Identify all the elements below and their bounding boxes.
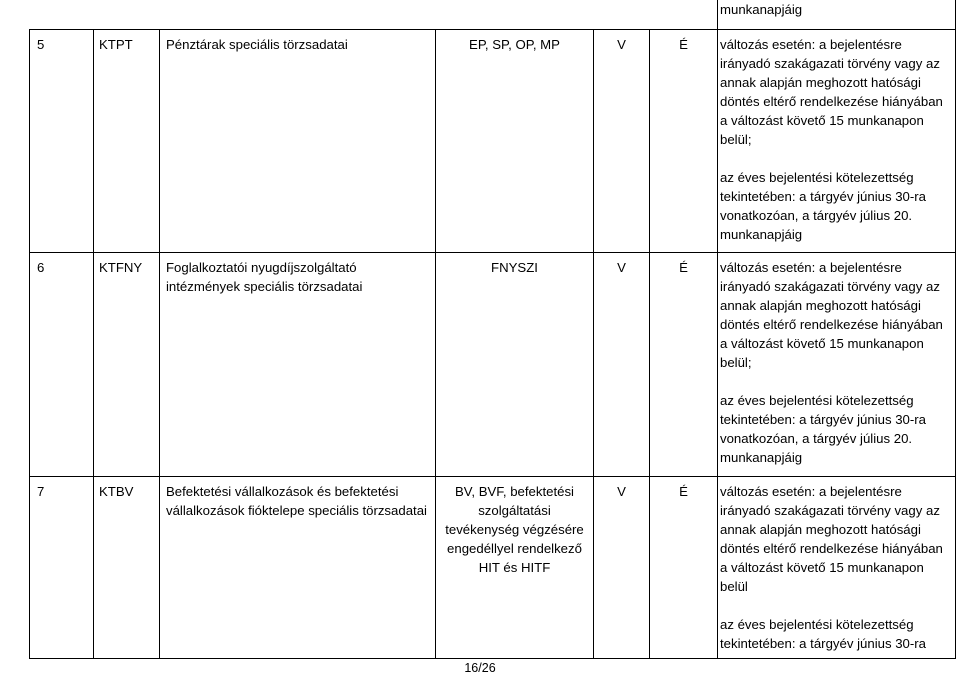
deadline-fragment-text: munkanapjáig bbox=[720, 2, 803, 17]
e-flag: É bbox=[650, 252, 718, 476]
e-flag: É bbox=[650, 29, 718, 252]
data-source: BV, BVF, befektetési szolgáltatási tevékenység végzésére engedéllyel rendelkező HIT és HITF bbox=[436, 476, 594, 658]
deadline-cell-fragment bbox=[718, 0, 956, 29]
deadline-change-text: változás esetén: a bejelentésre irányadó szakágazati törvény vagy az annak alapján meghozott hatósági döntés eltérő rendelkezése hiányában a változást követő 15 munkanapon belül bbox=[720, 483, 943, 594]
data-source: EP, SP, OP, MP bbox=[436, 29, 594, 252]
deadline-annual-text: az éves bejelentési kötelezettség tekintetében: a tárgyév június 30-ra vonatkozóan, a tárgyév július 20. munkanapjáig bbox=[720, 169, 926, 242]
table-code: KTBV bbox=[94, 476, 160, 658]
deadline-cell bbox=[718, 476, 956, 658]
deadline-change-text: változás esetén: a bejelentésre irányadó szakágazati törvény vagy az annak alapján meghozott hatósági döntés eltérő rendelkezése hiányában a változást követő 15 munkanapon belül; bbox=[720, 36, 943, 147]
data-source: FNYSZI bbox=[436, 252, 594, 476]
e-flag: É bbox=[650, 476, 718, 658]
v-flag: V bbox=[594, 476, 650, 658]
row-number: 6 bbox=[30, 252, 94, 476]
v-flag: V bbox=[594, 252, 650, 476]
table-code: KTPT bbox=[94, 29, 160, 252]
deadline-annual-text: az éves bejelentési kötelezettség tekintetében: a tárgyév június 30-ra vonatkozóan, a tárgyév július 20. munkanapjáig bbox=[720, 392, 926, 465]
data-table bbox=[29, 0, 956, 659]
v-flag: V bbox=[594, 29, 650, 252]
deadline-change-text: változás esetén: a bejelentésre irányadó szakágazati törvény vagy az annak alapján meghozott hatósági döntés eltérő rendelkezése hiányában a változást követő 15 munkanapon belül; bbox=[720, 259, 943, 370]
table-name: Foglalkoztatói nyugdíjszolgáltató intézmények speciális törzsadatai bbox=[160, 252, 436, 476]
row-number: 7 bbox=[30, 476, 94, 658]
row-number: 5 bbox=[30, 29, 94, 252]
deadline-cell bbox=[718, 29, 956, 252]
deadline-cell bbox=[718, 252, 956, 476]
table-row bbox=[30, 476, 956, 658]
table-code: KTFNY bbox=[94, 252, 160, 476]
table-row-fragment bbox=[30, 0, 956, 29]
table-name: Pénztárak speciális törzsadatai bbox=[160, 29, 436, 252]
table-row bbox=[30, 252, 956, 476]
page-number: 16/26 bbox=[464, 661, 496, 675]
table-row bbox=[30, 29, 956, 252]
deadline-annual-text: az éves bejelentési kötelezettség tekintetében: a tárgyév június 30-ra bbox=[720, 616, 926, 651]
table-name: Befektetési vállalkozások és befektetési vállalkozások fióktelepe speciális törzsadatai bbox=[160, 476, 436, 658]
